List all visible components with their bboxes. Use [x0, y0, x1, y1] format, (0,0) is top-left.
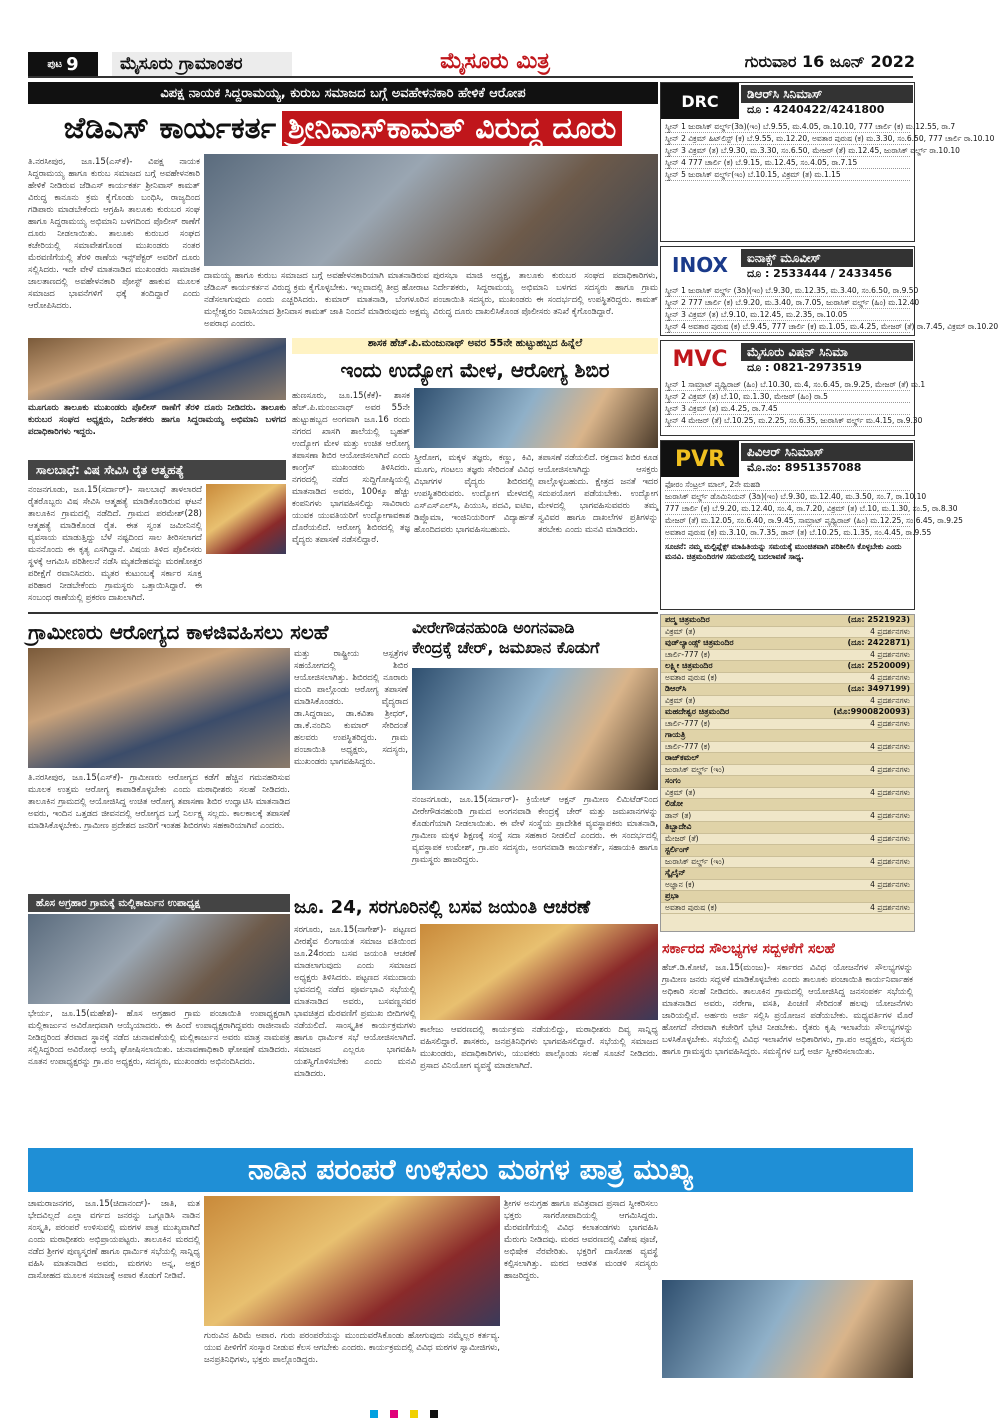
show-row: ಮೇಜರ್ (ತೆ) ಮ.12.05, ಸಂ.6.40, ರಾ.9.45, ಸಾಮ್ರಾಟ್ ಪೃಥ್ವಿರಾಜ್ (ಹಿಂ) ಮ.12.25, ಸಂ.6.45, ರಾ.9.25	[665, 516, 963, 525]
show-row: ಅವತಾರ ಪುರುಷ (ಕ) ಮ.3.10, ರಾ.7.35, ಡಾನ್ (ತ) ಬೆ.10.25, ಮ.1.35, ಸಂ.4.45, ರಾ.9.55	[665, 528, 932, 537]
show-listing-row	[661, 742, 914, 754]
inox-shows	[661, 285, 998, 333]
listing-name: ಪದ್ಮ ಚಿತ್ರಮಂದಿರ	[665, 615, 710, 624]
listing-name: ವಿಕ್ರಮ್ (ತ)	[665, 626, 696, 636]
theatre-name-row	[661, 615, 914, 627]
listing-name: ಅವತಾರ ಪುರುಷ (ಕ)	[665, 902, 717, 912]
mutt-body-2: ಗುರುವಿನ ಹಿರಿಮೆ ಅಪಾರ. ಗುರು ಪರಂಪರೆಯನ್ನು ಮುಂದುವರೆಸಿಕೊಂಡು ಹೋಗುವುದು ನಮ್ಮೆಲ್ಲರ ಕರ್ತವ್ಯ. ಯುವ ಪೀಳಿಗೆಗೆ ಸಂಸ್ಕಾರ ನೀಡುವ ಕೆಲಸ ಆಗಬೇಕು ಎಂದರು. ಕಾರ್ಯಕ್ರಮದಲ್ಲಿ ವಿವಿಧ ಮಠಗಳ ಸ್ವಾಮೀಜಿಗಳು, ಜನಪ್ರತಿನಿಧಿಗಳು, ಭಕ್ತರು ಪಾಲ್ಗೊಂಡಿದ್ದರು.	[204, 1331, 500, 1365]
listing-name: ಪ್ರಭಾ	[665, 891, 679, 900]
theatre-listings	[660, 614, 915, 932]
show-listing-row	[661, 627, 914, 639]
inox-logo: INOX	[672, 253, 728, 277]
listing-phone: (ಮೊ:9900820093)	[833, 707, 910, 716]
mvc-name: ಮೈಸೂರು ವಿಷನ್ ಸಿನಿಮಾ	[741, 343, 913, 361]
masthead-logo: ಮೈಸೂರು ಮಿತ್ರ	[440, 48, 550, 74]
section-title: ಮೈಸೂರು ಗ್ರಾಮಾಂತರ	[112, 52, 292, 76]
drc-shows	[661, 121, 995, 181]
jobfair-body-2: ಸ್ತ್ರೀರೋಗ, ಮಕ್ಕಳ ತಜ್ಞರು, ಕಣ್ಣು, ಕಿವಿ, ಮೂಗು, ಗಂಟಲು ತಜ್ಞರು ಸೇರಿದಂತೆ ವಿವಿಧ ವಿಭಾಗಗಳ ವೈದ್ಯರು ಶಿಬಿರದಲ್ಲಿ ಉಪಸ್ಥಿತರಿರುವರು. ಉದ್ಯೋಗ ಮೇಳದಲ್ಲಿ ಎಸ್‌ಎಸ್‌ಎಲ್‌ಸಿ, ಪಿಯುಸಿ, ಪದವಿ, ಐಟಿಐ, ಡಿಪ್ಲೊಮಾ, ಇಂಜಿನಿಯರಿಂಗ್ ವಿದ್ಯಾರ್ಹತೆ ಹೊಂದಿದವರು ಭಾಗವಹಿಸಬಹುದು.	[414, 453, 534, 535]
show-listing-row	[661, 650, 914, 662]
page-number-value: 9	[66, 53, 79, 75]
listing-shows: 4 ಪ್ರದರ್ಶನಗಳು	[870, 741, 910, 751]
cinema-mvc	[660, 340, 926, 436]
hostel-kicker: ಹೊಸ ಅಗ್ರಹಾರ ಗ್ರಾಮಕ್ಕೆ ಮಲ್ಲಿಕಾರ್ಜುನ ಉಪಾಧ್ಯಕ್ಷ	[28, 894, 290, 912]
listing-phone: (ದೂ: 2422871)	[847, 638, 910, 647]
theatre-name-row	[661, 822, 914, 834]
lead-photo-2-caption: ಮೂಗೂರು ತಾಲೂಕು ಮುಖಂಡರು ಪೊಲೀಸ್ ಠಾಣೆಗೆ ತೆರಳಿ ದೂರು ನೀಡಿದರು. ತಾಲೂಕು ಕುರುಬರ ಸಂಘದ ಅಧ್ಯಕ್ಷರು, ನಿರ್ದೇಶಕರು ಹಾಗೂ ಸಿದ್ದರಾಮಯ್ಯ ಅಭಿಮಾನಿ ಬಳಗದ ಪದಾಧಿಕಾರಿಗಳು ಇದ್ದರು.	[28, 403, 286, 437]
anganwadi-headline-2: ಕೇಂದ್ರಕ್ಕೆ ಚೇರ್, ಜಮಖಾನ ಕೊಡುಗೆ	[412, 638, 600, 657]
drc-logo: DRC	[661, 83, 739, 119]
listing-name: ವಿಕ್ರಮ್ (ತ)	[665, 695, 696, 705]
pvr-note: ಸೂಚನೆ: ನಮ್ಮ ಮಲ್ಟಿಪ್ಲೆಕ್ಸ್ ಮಾಹಿತಿಯನ್ನು ಸಮಯಕ್ಕೆ ಮುಂಚಿತವಾಗಿ ಪರಿಶೀಲಿಸಿ ಕೊಳ್ಳಬೇಕು ಎಂದು ಮನವಿ. ಚಿತ್ರಮಂದಿರಗಳ ಸಮಯದಲ್ಲಿ ಬದಲಾವಣೆ ಸಾಧ್ಯ.	[665, 542, 902, 561]
listing-name: ಲಿಡೋ	[665, 799, 683, 808]
hostel-photo	[28, 914, 290, 1004]
listing-shows: 4 ಪ್ರದರ್ಶನಗಳು	[870, 810, 910, 820]
listing-shows: 4 ಪ್ರದರ್ಶನಗಳು	[870, 833, 910, 843]
basava-body: ಸರಗೂರು, ಜೂ.15(ನಾಗೇಶ್)- ಪಟ್ಟಣದ ವೀರಶೈವ ಲಿಂಗಾಯತ ಸಮಾಜ ವತಿಯಿಂದ ಜೂ.24ರಂದು ಬಸವ ಜಯಂತಿ ಆಚರಣೆ ಮಾಡಲಾಗುವುದು ಎಂದು ಸಮಾಜದ ಅಧ್ಯಕ್ಷರು ತಿಳಿಸಿದರು. ಪಟ್ಟಣದ ಸಮುದಾಯ ಭವನದಲ್ಲಿ ನಡೆದ ಪೂರ್ವಭಾವಿ ಸಭೆಯಲ್ಲಿ ಮಾತನಾಡಿದ ಅವರು, ಬಸವಣ್ಣನವರ ಭಾವಚಿತ್ರದ ಮೆರವಣಿಗೆ ಪ್ರಮುಖ ಬೀದಿಗಳಲ್ಲಿ ನಡೆಯಲಿದೆ. ಸಾಂಸ್ಕೃತಿಕ ಕಾರ್ಯಕ್ರಮಗಳು ಹಾಗೂ ಧಾರ್ಮಿಕ ಸಭೆ ಆಯೋಜಿಸಲಾಗಿದೆ. ಸಮಾಜದ ಎಲ್ಲರೂ ಭಾಗವಹಿಸಿ ಯಶಸ್ವಿಗೊಳಿಸಬೇಕು ಎಂದು ಮನವಿ ಮಾಡಿದರು.	[294, 925, 416, 1079]
lead-kicker: ವಿಪಕ್ಷ ನಾಯಕ ಸಿದ್ದರಾಮಯ್ಯ, ಕುರುಬ ಸಮಾಜದ ಬಗ್ಗೆ ಅವಹೇಳನಕಾರಿ ಹೇಳಿಕೆ ಆರೋಪ	[28, 82, 658, 104]
lead-body: ತಿ.ನರಸೀಪುರ, ಜೂ.15(ಎಸ್‌ಕೆ)- ವಿಪಕ್ಷ ನಾಯಕ ಸಿದ್ದರಾಮಯ್ಯ ಹಾಗೂ ಕುರುಬ ಸಮಾಜದ ಬಗ್ಗೆ ಅವಹೇಳನಕಾರಿ ಹೇಳಿಕೆ ನೀಡಿರುವ ಜೆಡಿಎಸ್ ಕಾರ್ಯಕರ್ತ ಶ್ರೀನಿವಾಸ್ ಕಾಮತ್ ವಿರುದ್ಧ ಕಾನೂನು ಕ್ರಮ ಕೈಗೊಂಡು ಬಂಧಿಸಿ, ರಾಜ್ಯದಿಂದ ಗಡಿಪಾರು ಮಾಡಬೇಕೆಂದು ಆಗ್ರಹಿಸಿ ತಾಲೂಕು ಕುರುಬರ ಸಂಘ ಹಾಗೂ ಸಿದ್ದರಾಮಯ್ಯ ಅಭಿಮಾನಿ ಬಳಗದಿಂದ ಪೊಲೀಸ್ ಠಾಣೆಗೆ ದೂರು ನೀಡಲಾಯಿತು. ತಾಲೂಕು ಕುರುಬರ ಸಂಘದ ಕಚೇರಿಯಲ್ಲಿ ಸಮಾವೇಶಗೊಂಡ ಮುಖಂಡರು ನಂತರ ಮೆರವಣಿಗೆಯಲ್ಲಿ ತೆರಳಿ ಠಾಣೆಯ ಇನ್ಸ್‌ಪೆಕ್ಟರ್ ಅವರಿಗೆ ದೂರು ಸಲ್ಲಿಸಿದರು. ಇದೇ ವೇಳೆ ಮಾತನಾಡಿದ ಮುಖಂಡರು ಸಾಮಾಜಿಕ ಜಾಲತಾಣದಲ್ಲಿ ಅವಹೇಳನಕಾರಿ ಪೋಸ್ಟ್ ಹಾಕುವ ಮೂಲಕ ಸಮಾಜದ ಭಾವನೆಗಳಿಗೆ ಧಕ್ಕೆ ತಂದಿದ್ದಾರೆ ಎಂದು ಆರೋಪಿಸಿದರು.	[28, 157, 200, 311]
show-row: ಸ್ಕ್ರೀನ್ 2 ವಿಕ್ರಮ್ (ತ) ಬೆ.10, ಮ.1.30, ಮೇಜರ್ (ಹಿಂ) ರಾ.5	[665, 391, 910, 403]
listing-name: ಚಾರ್ಲಿ-777 (ಕ)	[665, 718, 711, 728]
listing-name: ವಿಕ್ರಮ್ (ತ)	[665, 787, 696, 797]
show-listing-row	[661, 696, 914, 708]
issue-date: ಗುರುವಾರ 16 ಜೂನ್ 2022	[744, 52, 915, 71]
farmer-headline: ಸಾಲಬಾಧೆ: ವಿಷ ಸೇವಿಸಿ ರೈತ ಆತ್ಮಹತ್ಯೆ	[28, 460, 286, 480]
show-row: 777 ಚಾರ್ಲಿ (ಕ) ಬೆ.9.20, ಮ.12.40, ಸಂ.4, ರಾ.7.20, ವಿಕ್ರಮ್ (ತ) ಬೆ.10, ಮ.1.30, ಸಂ.5, ರಾ.8.30	[665, 504, 958, 513]
mutt-headline: ನಾಡಿನ ಪರಂಪರೆ ಉಳಿಸಲು ಮಠಗಳ ಪಾತ್ರ ಮುಖ್ಯ	[28, 1148, 913, 1192]
show-row: ಸ್ಕ್ರೀನ್ 1 ಜುರಾಸಿಕ್ ವರ್ಲ್ಡ್(3ಡಿ)(ಇಂ) ಬೆ.9.55, ಮ.4.05, ರಾ.10.10, 777 ಚಾರ್ಲಿ (ಕ) ಮ.12.55, ರಾ.7	[665, 122, 956, 131]
mvc-logo: MVC	[672, 346, 728, 372]
health-body-2: ಮತ್ತು ರಾಷ್ಟ್ರೀಯ ಆಸ್ಪತ್ರೆಗಳ ಸಹಯೋಗದಲ್ಲಿ ಶಿಬಿರ ಆಯೋಜಿಸಲಾಗಿತ್ತು. ಶಿಬಿರದಲ್ಲಿ ನೂರಾರು ಮಂದಿ ಪಾಲ್ಗೊಂಡು ಆರೋಗ್ಯ ತಪಾಸಣೆ ಮಾಡಿಸಿಕೊಂಡರು. ವೈದ್ಯರಾದ ಡಾ.ಸಿದ್ದರಾಜು, ಡಾ.ಕವಿತಾ ಶ್ರೀಧರ್, ಡಾ.ಕೆ.ನಂದಿನಿ ಕುಮಾರ್ ಸೇರಿದಂತೆ ಹಲವರು ಉಪಸ್ಥಿತರಿದ್ದರು. ಗ್ರಾಮ ಪಂಚಾಯಿತಿ ಅಧ್ಯಕ್ಷರು, ಸದಸ್ಯರು, ಮುಖಂಡರು ಭಾಗವಹಿಸಿದ್ದರು.	[294, 649, 408, 767]
show-row: ಸ್ಕ್ರೀನ್ 4 ಅವತಾರ ಪುರುಷ (ಕ) ಬೆ.9.45, 777 ಚಾರ್ಲಿ (ಕ) ಮ.1.05, ಮ.4.25, ಮೇಜರ್ (ತೆ) ರಾ.7.45, ವಿಕ್ರಮ್ ರಾ.10.20	[665, 322, 998, 331]
listing-shows: 4 ಪ್ರದರ್ಶನಗಳು	[870, 695, 910, 705]
pvr-phone: ಮೊ.ನಂ: 8951357088	[747, 461, 862, 474]
divider	[28, 612, 658, 614]
lead-photo	[204, 154, 658, 266]
farmer-photo	[206, 484, 286, 554]
theatre-name-row	[661, 868, 914, 880]
listing-name: ಜುರಾಸಿಕ್ ವರ್ಲ್ಡ್ (ಇಂ)	[665, 856, 725, 866]
cinema-drc	[660, 82, 995, 242]
mutt-body-3: ಶ್ರೀಗಳ ಅನುಗ್ರಹ ಹಾಗೂ ಪವಿತ್ರವಾದ ಪ್ರಸಾದ ಸ್ವೀಕರಿಸಲು ಭಕ್ತರು ಸಾಗರೋಪಾದಿಯಲ್ಲಿ ಆಗಮಿಸಿದ್ದರು. ಮೆರವಣಿಗೆಯಲ್ಲಿ ವಿವಿಧ ಕಲಾತಂಡಗಳು ಭಾಗವಹಿಸಿ ಮೆರುಗು ನೀಡಿದವು. ಮಠದ ಆವರಣದಲ್ಲಿ ವಿಶೇಷ ಪೂಜೆ, ಅಭಿಷೇಕ ನೆರವೇರಿತು. ಭಕ್ತರಿಗೆ ದಾಸೋಹ ವ್ಯವಸ್ಥೆ ಕಲ್ಪಿಸಲಾಗಿತ್ತು. ಮಠದ ಆಡಳಿತ ಮಂಡಳಿ ಸದಸ್ಯರು ಹಾಜರಿದ್ದರು.	[504, 1199, 658, 1281]
lead-body-3: ಪುರಸಭಾ ಮಾಜಿ ಅಧ್ಯಕ್ಷ, ತಾಲೂಕು ಕುರುಬರ ಸಂಘದ ಪದಾಧಿಕಾರಿಗಳು, ನಿರ್ದೇಶಕರು, ಸಿದ್ದರಾಮಯ್ಯ ಅಭಿಮಾನಿ ಬಳಗದ ಸದಸ್ಯರು ಹಾಗೂ ಗ್ರಾಮ ಪಂಚಾಯಿತಿ ಸದಸ್ಯರು, ಮುಖಂಡರು ಈ ಸಂದರ್ಭದಲ್ಲಿ ಉಪಸ್ಥಿತರಿದ್ದರು. ಕಾಮತ್ ವಿರುದ್ಧ ದೂರು ದಾಖಲಿಸಿಕೊಂಡ ಪೊಲೀಸರು ತನಿಖೆ ಕೈಗೊಂಡಿದ್ದಾರೆ.	[433, 271, 658, 317]
registration-mark	[410, 1410, 418, 1418]
show-listing-row	[661, 719, 914, 731]
show-row: ಸ್ಕ್ರೀನ್ 4 777 ಚಾರ್ಲಿ (ಕ) ಬೆ.9.15, ಮ.12.45, ಸಂ.4.05, ರಾ.7.15	[665, 157, 910, 169]
listing-shows: 4 ಪ್ರದರ್ಶನಗಳು	[870, 787, 910, 797]
show-listing-row	[661, 834, 914, 846]
anganwadi-body: ನಂಜನಗೂಡು, ಜೂ.15(ಸರ್ದಾರ್)- ಕ್ರಿಯೇಟ್ ಆಕ್ಷನ್ ಗ್ರಾಮೀಣ ಲಿಮಿಟೆಡ್‌ನಿಂದ ವೀರೇಗೌಡನಹುಂಡಿ ಗ್ರಾಮದ ಅಂಗನವಾಡಿ ಕೇಂದ್ರಕ್ಕೆ ಚೇರ್ ಮತ್ತು ಜಮಖಾನಗಳನ್ನು ಕೊಡುಗೆಯಾಗಿ ನೀಡಲಾಯಿತು. ಈ ವೇಳೆ ಸಂಸ್ಥೆಯ ಪ್ರಾದೇಶಿಕ ವ್ಯವಸ್ಥಾಪಕರು ಮಾತನಾಡಿ, ಗ್ರಾಮೀಣ ಮಕ್ಕಳ ಶಿಕ್ಷಣಕ್ಕೆ ಸಂಸ್ಥೆ ಸದಾ ಸಹಕಾರ ನೀಡಲಿದೆ ಎಂದರು. ಈ ಸಂದರ್ಭದಲ್ಲಿ ವ್ಯವಸ್ಥಾಪಕ ಉಮೇಶ್, ಗ್ರಾ.ಪಂ ಸದಸ್ಯರು, ಅಂಗನವಾಡಿ ಕಾರ್ಯಕರ್ತೆ, ಸಹಾಯಕಿ ಹಾಗೂ ಗ್ರಾಮಸ್ಥರು ಹಾಜರಿದ್ದರು.	[412, 795, 658, 865]
listing-phone: (ದೂ: 3497199)	[847, 684, 910, 693]
listing-name: ಡಿಆರ್‌ಸಿ	[665, 684, 687, 693]
listing-name: ಡಾನ್ (ತ)	[665, 810, 692, 820]
show-row: ಜುರಾಸಿಕ್ ವರ್ಲ್ಡ್ ಡೊಮಿನಿಯನ್ (3ಡಿ)(ಇಂ) ಬೆ.9.30, ಮ.12.40, ಮ.3.50, ಸಂ.7, ರಾ.10.10	[665, 492, 927, 501]
show-listing-row	[661, 857, 914, 869]
show-listing-row	[661, 811, 914, 823]
jobfair-headline: ಇಂದು ಉದ್ಯೋಗ ಮೇಳ, ಆರೋಗ್ಯ ಶಿಬಿರ	[340, 358, 610, 382]
registration-mark	[430, 1410, 438, 1418]
jobfair-body: ಹುಣಸೂರು, ಜೂ.15(ಕೆಕೆ)- ಶಾಸಕ ಹೆಚ್.ಪಿ.ಮಂಜುನಾಥ್ ಅವರ 55ನೇ ಹುಟ್ಟುಹಬ್ಬದ ಅಂಗವಾಗಿ ಜೂ.16 ರಂದು ನಗರದ ಖಾಸಗಿ ಶಾಲೆಯಲ್ಲಿ ಬೃಹತ್ ಉದ್ಯೋಗ ಮೇಳ ಮತ್ತು ಉಚಿತ ಆರೋಗ್ಯ ತಪಾಸಣಾ ಶಿಬಿರ ಆಯೋಜಿಸಲಾಗಿದೆ ಎಂದು ಕಾಂಗ್ರೆಸ್ ಮುಖಂಡರು ತಿಳಿಸಿದರು. ನಗರದಲ್ಲಿ ನಡೆದ ಸುದ್ದಿಗೋಷ್ಠಿಯಲ್ಲಿ ಮಾತನಾಡಿದ ಅವರು, 100ಕ್ಕೂ ಹೆಚ್ಚು ಕಂಪನಿಗಳು ಭಾಗವಹಿಸಲಿದ್ದು ಸಾವಿರಾರು ಯುವಕ ಯುವತಿಯರಿಗೆ ಉದ್ಯೋಗಾವಕಾಶ ದೊರೆಯಲಿದೆ. ಆರೋಗ್ಯ ಶಿಬಿರದಲ್ಲಿ ತಜ್ಞ ವೈದ್ಯರು ತಪಾಸಣೆ ನಡೆಸಲಿದ್ದಾರೆ.	[292, 391, 410, 545]
listing-shows: 4 ಪ್ರದರ್ಶನಗಳು	[870, 902, 910, 912]
hostel-body: ಭೇರ್ಯ, ಜೂ.15(ಮಹೇಶ)- ಹೊಸ ಅಗ್ರಹಾರ ಗ್ರಾಮ ಪಂಚಾಯಿತಿ ಉಪಾಧ್ಯಕ್ಷರಾಗಿ ಮಲ್ಲಿಕಾರ್ಜುನ ಅವಿರೋಧವಾಗಿ ಆಯ್ಕೆಯಾದರು. ಈ ಹಿಂದೆ ಉಪಾಧ್ಯಕ್ಷರಾಗಿದ್ದವರು ರಾಜೀನಾಮೆ ನೀಡಿದ್ದರಿಂದ ತೆರವಾದ ಸ್ಥಾನಕ್ಕೆ ನಡೆದ ಚುನಾವಣೆಯಲ್ಲಿ ಮಲ್ಲಿಕಾರ್ಜುನ ಅವರು ಮಾತ್ರ ನಾಮಪತ್ರ ಸಲ್ಲಿಸಿದ್ದರಿಂದ ಅವಿರೋಧ ಆಯ್ಕೆ ಘೋಷಿಸಲಾಯಿತು. ಚುನಾವಣಾಧಿಕಾರಿ ಘೋಷಣೆ ಮಾಡಿದರು. ನೂತನ ಉಪಾಧ್ಯಕ್ಷರನ್ನು ಗ್ರಾ.ಪಂ ಅಧ್ಯಕ್ಷರು, ಸದಸ್ಯರು, ಮುಖಂಡರು ಅಭಿನಂದಿಸಿದರು.	[28, 1009, 290, 1067]
listing-name: ಗಾಯತ್ರಿ	[665, 730, 686, 739]
lead-photo-2	[28, 338, 286, 400]
listing-shows: 4 ಪ್ರದರ್ಶನಗಳು	[870, 856, 910, 866]
lead-headline-b: ಶ್ರೀನಿವಾಸ್‌ಕಾಮತ್ ವಿರುದ್ಧ ದೂರು	[282, 111, 622, 146]
farmer-body: ನಂಜನಗೂಡು, ಜೂ.15(ಸರ್ದಾರ್)- ಸಾಲಬಾಧೆ ತಾಳಲಾರದೆ ರೈತರೊಬ್ಬರು ವಿಷ ಸೇವಿಸಿ ಆತ್ಮಹತ್ಯೆ ಮಾಡಿಕೊಂಡಿರುವ ಘಟನೆ ತಾಲೂಕಿನ ಗ್ರಾಮದಲ್ಲಿ ನಡೆದಿದೆ. ಗ್ರಾಮದ ಪರಮೇಶ್(28) ಆತ್ಮಹತ್ಯೆ ಮಾಡಿಕೊಂಡ ರೈತ. ಈತ ಸ್ವಂತ ಜಮೀನಿನಲ್ಲಿ ವ್ಯವಸಾಯ ಮಾಡುತ್ತಿದ್ದು ಬೆಳೆ ನಷ್ಟದಿಂದ ಸಾಲ ತೀರಿಸಲಾಗದೆ ಮನನೊಂದು ಈ ಕೃತ್ಯ ಎಸಗಿದ್ದಾನೆ. ವಿಷಯ ತಿಳಿದ ಪೊಲೀಸರು ಸ್ಥಳಕ್ಕೆ ಆಗಮಿಸಿ ಪರಿಶೀಲನೆ ನಡೆಸಿ ಮೃತದೇಹವನ್ನು ಮರಣೋತ್ತರ ಪರೀಕ್ಷೆಗೆ ರವಾನಿಸಿದರು. ಮೃತರ ಕುಟುಂಬಕ್ಕೆ ಸರ್ಕಾರ ಸೂಕ್ತ ಪರಿಹಾರ ನೀಡಬೇಕೆಂದು ಗ್ರಾಮಸ್ಥರು ಒತ್ತಾಯಿಸಿದ್ದಾರೆ. ಈ ಸಂಬಂಧ ಠಾಣೆಯಲ್ಲಿ ಪ್ರಕರಣ ದಾಖಲಾಗಿದೆ.	[28, 485, 202, 603]
listing-name: ತಿಬ್ಬಾದೇವಿ	[665, 822, 692, 831]
theatre-name-row	[661, 684, 914, 696]
listing-shows: 4 ಪ್ರದರ್ಶನಗಳು	[870, 672, 910, 682]
show-row: ಸ್ಕ್ರೀನ್ 2 777 ಚಾರ್ಲಿ (ಕ) ಬೆ.9.20, ಮ.3.40, ರಾ.7.05, ಜುರಾಸಿಕ್ ವರ್ಲ್ಡ್ (ಹಿಂ) ಮ.12.40	[665, 298, 920, 307]
theatre-name-row	[661, 799, 914, 811]
listing-shows: 4 ಪ್ರದರ್ಶನಗಳು	[870, 764, 910, 774]
listing-shows: 4 ಪ್ರದರ್ಶನಗಳು	[870, 718, 910, 728]
govt-body: ಹೆಚ್.ಡಿ.ಕೋಟೆ, ಜೂ.15(ಮಂಜು)- ಸರ್ಕಾರದ ವಿವಿಧ ಯೋಜನೆಗಳ ಸೌಲಭ್ಯಗಳನ್ನು ಗ್ರಾಮೀಣ ಜನರು ಸದ್ಬಳಕೆ ಮಾಡಿಕೊಳ್ಳಬೇಕು ಎಂದು ತಾಲೂಕು ಪಂಚಾಯಿತಿ ಕಾರ್ಯನಿರ್ವಾಹಕ ಅಧಿಕಾರಿ ಸಲಹೆ ನೀಡಿದರು. ತಾಲೂಕಿನ ಗ್ರಾಮದಲ್ಲಿ ಆಯೋಜಿಸಿದ್ದ ಜನಸಂಪರ್ಕ ಸಭೆಯಲ್ಲಿ ಮಾತನಾಡಿದ ಅವರು, ನರೇಗಾ, ವಸತಿ, ಪಿಂಚಣಿ ಸೇರಿದಂತೆ ಹಲವು ಯೋಜನೆಗಳು ಜಾರಿಯಲ್ಲಿವೆ. ಅರ್ಹರು ಅರ್ಜಿ ಸಲ್ಲಿಸಿ ಪ್ರಯೋಜನ ಪಡೆಯಬೇಕು. ಮಧ್ಯವರ್ತಿಗಳ ಮೊರೆ ಹೋಗದೆ ನೇರವಾಗಿ ಕಚೇರಿಗೆ ಭೇಟಿ ನೀಡಬೇಕು. ರೈತರು ಕೃಷಿ ಇಲಾಖೆಯ ಸೌಲಭ್ಯಗಳನ್ನು ಬಳಸಿಕೊಳ್ಳಬೇಕು. ಸಭೆಯಲ್ಲಿ ವಿವಿಧ ಇಲಾಖೆಗಳ ಅಧಿಕಾರಿಗಳು, ಗ್ರಾ.ಪಂ ಅಧ್ಯಕ್ಷರು, ಸದಸ್ಯರು ಹಾಗೂ ಗ್ರಾಮಸ್ಥರು ಭಾಗವಹಿಸಿದ್ದರು. ಸಮಸ್ಯೆಗಳ ಬಗ್ಗೆ ಅರ್ಜಿ ಸ್ವೀಕರಿಸಲಾಯಿತು.	[662, 963, 913, 1057]
theatre-name-row	[661, 845, 914, 857]
cinema-inox	[660, 246, 998, 336]
listing-name: ವುಡ್‌ಲ್ಯಾಂಡ್ಸ್ ಚಿತ್ರಮಂದಿರ	[665, 638, 734, 647]
theatre-name-row	[661, 707, 914, 719]
lead-body-2: ದಾಮಯ್ಯ ಹಾಗೂ ಕುರುಬ ಸಮಾಜದ ಬಗ್ಗೆ ಅವಹೇಳನಕಾರಿಯಾಗಿ ಮಾತನಾಡಿರುವ ಜೆಡಿಎಸ್ ಕಾರ್ಯಕರ್ತನ ವಿರುದ್ಧ ಕ್ರಮ ಕೈಗೊಳ್ಳಬೇಕು. ಇಲ್ಲವಾದಲ್ಲಿ ತೀವ್ರ ಹೋರಾಟ ನಡೆಸಲಾಗುವುದು ಎಂದು ಎಚ್ಚರಿಸಿದರು. ಕುಮಾರ್ ಮಾತನಾಡಿ, ಬೆಂಗಳೂರಿನ ಮಲ್ಲೇಶ್ವರಂ ನಿವಾಸಿಯಾದ ಶ್ರೀನಿವಾಸ ಕಾಮತ್ ಜಾತಿ ನಿಂದನೆ ಮಾಡಿರುವುದು ಅಕ್ಷಮ್ಯ ಅಪರಾಧ ಎಂದರು.	[204, 271, 429, 329]
govt-headline: ಸರ್ಕಾರದ ಸೌಲಭ್ಯಗಳ ಸದ್ಬಳಕೆಗೆ ಸಲಹೆ	[662, 941, 835, 957]
show-row: ಸ್ಕ್ರೀನ್ 5 ಜುರಾಸಿಕ್ ವರ್ಲ್ಡ್(ಇಂ) ಬೆ.10.15, ವಿಕ್ರಮ್ (ತ) ಮ.1.15	[665, 169, 910, 181]
page-label: ಪುಟ	[47, 58, 63, 70]
theatre-name-row	[661, 891, 914, 903]
drc-name: ಡಿಆರ್‌ಸಿ ಸಿನಿಮಾಸ್	[741, 85, 913, 103]
mvc-phone: ದೂ : 0821-2973519	[747, 361, 862, 374]
listing-phone: (ದೂ: 2521923)	[847, 615, 910, 624]
listing-name: ರಾಜ್‌ಕಮಲ್	[665, 753, 700, 762]
anganwadi-headline	[412, 618, 658, 666]
show-row: ಸ್ಕ್ರೀನ್ 1 ಜುರಾಸಿಕ್ ವರ್ಲ್ಡ್ (3ಡಿ)(ಇಂ) ಬೆ.9.30, ಮ.12.35, ಮ.3.40, ಸಂ.6.50, ರಾ.9.50	[665, 286, 919, 295]
listing-shows: 4 ಪ್ರದರ್ಶನಗಳು	[870, 649, 910, 659]
page-number	[28, 52, 98, 76]
jobfair-photo	[414, 388, 658, 448]
mutt-body: ಚಾಮರಾಜನಗರ, ಜೂ.15(ಚಿದಾನಂದ್)- ಜಾತಿ, ಮತ ಭೇದವಿಲ್ಲದೆ ಎಲ್ಲಾ ವರ್ಗದ ಜನರನ್ನು ಒಗ್ಗೂಡಿಸಿ ನಾಡಿನ ಸಂಸ್ಕೃತಿ, ಪರಂಪರೆ ಉಳಿಸುವಲ್ಲಿ ಮಠಗಳ ಪಾತ್ರ ಮುಖ್ಯವಾಗಿದೆ ಎಂದು ಮಠಾಧೀಶರು ಅಭಿಪ್ರಾಯಪಟ್ಟರು. ತಾಲೂಕಿನ ಮಠದಲ್ಲಿ ನಡೆದ ಶ್ರೀಗಳ ಪುಣ್ಯಸ್ಮರಣೆ ಹಾಗೂ ಧಾರ್ಮಿಕ ಸಭೆಯಲ್ಲಿ ಸಾನ್ನಿಧ್ಯ ವಹಿಸಿ ಮಾತನಾಡಿದ ಅವರು, ಮಠಗಳು ಅನ್ನ, ಅಕ್ಷರ ದಾಸೋಹದ ಮೂಲಕ ಸಮಾಜಕ್ಕೆ ಅಪಾರ ಕೊಡುಗೆ ನೀಡಿವೆ.	[28, 1199, 200, 1281]
pvr-name: ಪಿವಿಆರ್ ಸಿನಿಮಾಸ್	[741, 443, 913, 461]
cinema-pvr	[660, 440, 963, 610]
listing-name: ಸ್ಕೈಲೈನ್	[665, 868, 686, 877]
listing-rows	[661, 615, 914, 914]
theatre-name-row	[661, 638, 914, 650]
registration-mark	[390, 1410, 398, 1418]
inox-phone: ದೂ : 2533444 / 2433456	[747, 267, 893, 280]
health-headline: ಗ್ರಾಮೀಣರು ಆರೋಗ್ಯದ ಕಾಳಜಿವಹಿಸಲು ಸಲಹೆ	[28, 620, 329, 644]
basava-photo	[420, 924, 658, 1020]
listing-name: ಮಹದೇಶ್ವರ ಚಿತ್ರಮಂದಿರ	[665, 707, 730, 716]
anganwadi-photo	[412, 668, 658, 790]
drc-phone: ದೂ : 4240422/4241800	[747, 103, 885, 116]
theatre-name-row	[661, 776, 914, 788]
mutt-photo	[204, 1196, 500, 1326]
registration-mark	[370, 1410, 378, 1418]
listing-name: ಜುರಾಸಿಕ್ ವರ್ಲ್ಡ್ (ಇಂ)	[665, 764, 725, 774]
show-row: ಸ್ಕ್ರೀನ್ 3 ವಿಕ್ರಮ್ (ತ) ಬೆ.9.10, ಮ.12.45, ಮ.2.35, ರಾ.10.05	[665, 309, 910, 321]
listing-name: ಸಂಗಂ	[665, 776, 681, 785]
health-photo	[28, 648, 290, 768]
listing-shows: 4 ಪ್ರದರ್ಶನಗಳು	[870, 626, 910, 636]
theatre-name-row	[661, 661, 914, 673]
listing-name: ಚಾರ್ಲಿ-777 (ಕ)	[665, 741, 711, 751]
govt-photo	[662, 1280, 913, 1378]
basava-headline: ಜೂ. 24, ಸರಗೂರಿನಲ್ಲಿ ಬಸವ ಜಯಂತಿ ಆಚರಣೆ	[294, 894, 658, 920]
theatre-name-row	[661, 730, 914, 742]
theatre-name-row	[661, 753, 914, 765]
listing-name: ಸ್ಟರ್ಲಿಂಗ್	[665, 845, 690, 854]
pvr-logo: PVR	[661, 441, 739, 477]
listing-name: ಲಕ್ಷ್ಮೀ ಚಿತ್ರಮಂದಿರ	[665, 661, 713, 670]
health-body: ತಿ.ನರಸೀಪುರ, ಜೂ.15(ಎಸ್‌ಕೆ)- ಗ್ರಾಮೀಣರು ಆರೋಗ್ಯದ ಕಡೆಗೆ ಹೆಚ್ಚಿನ ಗಮನಹರಿಸುವ ಮೂಲಕ ಉತ್ತಮ ಆರೋಗ್ಯ ಕಾಪಾಡಿಕೊಳ್ಳಬೇಕು ಎಂದು ಮಠಾಧೀಶರು ಸಲಹೆ ನೀಡಿದರು. ತಾಲೂಕಿನ ಗ್ರಾಮದಲ್ಲಿ ಆಯೋಜಿಸಿದ್ದ ಉಚಿತ ಆರೋಗ್ಯ ತಪಾಸಣಾ ಶಿಬಿರ ಉದ್ಘಾಟಿಸಿ ಮಾತನಾಡಿದ ಅವರು, ಇಂದಿನ ಒತ್ತಡದ ಜೀವನದಲ್ಲಿ ಆರೋಗ್ಯದ ಬಗ್ಗೆ ನಿರ್ಲಕ್ಷ್ಯ ಸಲ್ಲದು. ಕಾಲಕಾಲಕ್ಕೆ ತಪಾಸಣೆ ಮಾಡಿಸಿಕೊಳ್ಳಬೇಕು. ಗ್ರಾಮೀಣ ಪ್ರದೇಶದ ಜನರಿಗೆ ಇಂತಹ ಶಿಬಿರಗಳು ಸಹಕಾರಿಯಾಗಿವೆ ಎಂದರು.	[28, 773, 290, 831]
show-listing-row	[661, 765, 914, 777]
listing-shows: 4 ಪ್ರದರ್ಶನಗಳು	[870, 879, 910, 889]
jobfair-body-3: ತಪಾಸಣೆ ನಡೆಯಲಿದೆ. ರಕ್ತದಾನ ಶಿಬಿರ ಕೂಡ ಆಯೋಜಿಸಲಾಗಿದ್ದು ಆಸಕ್ತರು ಪಾಲ್ಗೊಳ್ಳಬಹುದು. ಕ್ಷೇತ್ರದ ಜನತೆ ಇದರ ಸದುಪಯೋಗ ಪಡೆಯಬೇಕು. ಉದ್ಯೋಗ ಮೇಳದಲ್ಲಿ ಭಾಗವಹಿಸುವವರು ತಮ್ಮ ಸ್ವವಿವರ ಹಾಗೂ ದಾಖಲೆಗಳ ಪ್ರತಿಗಳನ್ನು ತರಬೇಕು ಎಂದು ಮನವಿ ಮಾಡಿದರು.	[538, 453, 658, 535]
listing-name: ಅಜ್ಞಾನ (ಕ)	[665, 879, 695, 889]
inox-name: ಐನಾಕ್ಸ್ ಮೂವೀಸ್	[741, 249, 913, 267]
basava-body-2: ಕಾಲೇಜು ಆವರಣದಲ್ಲಿ ಕಾರ್ಯಕ್ರಮ ನಡೆಯಲಿದ್ದು, ಮಠಾಧೀಶರು ದಿವ್ಯ ಸಾನ್ನಿಧ್ಯ ವಹಿಸಲಿದ್ದಾರೆ. ಶಾಸಕರು, ಜನಪ್ರತಿನಿಧಿಗಳು ಭಾಗವಹಿಸಲಿದ್ದಾರೆ. ಸಭೆಯಲ್ಲಿ ಸಮಾಜದ ಮುಖಂಡರು, ಪದಾಧಿಕಾರಿಗಳು, ಯುವಕರು ಪಾಲ್ಗೊಂಡು ಸಲಹೆ ಸೂಚನೆ ನೀಡಿದರು. ಪ್ರಸಾದ ವಿನಿಯೋಗ ವ್ಯವಸ್ಥೆ ಮಾಡಲಾಗಿದೆ.	[420, 1025, 658, 1071]
listing-name: ಚಾರ್ಲಿ-777 (ಕ)	[665, 649, 711, 659]
lead-headline-a: ಜೆಡಿಎಸ್ ಕಾರ್ಯಕರ್ತ	[63, 110, 277, 146]
show-row: ಸ್ಕ್ರೀನ್ 3 ವಿಕ್ರಮ್ (ತ) ಬೆ.9.30, ಮ.3.30, ಸಂ.6.50, ಮೇಜರ್ (ತೆ) ಮ.12.45, ಜುರಾಸಿಕ್ ವರ್ಲ್ಡ್ ರಾ.10.10	[665, 146, 960, 155]
show-row: ಸ್ಕ್ರೀನ್ 1 ಸಾಮ್ರಾಟ್ ಪೃಥ್ವಿರಾಜ್ (ಹಿಂ) ಬೆ.10.30, ಮ.4, ಸಂ.6.45, ರಾ.9.25, ಮೇಜರ್ (ತೆ) ಮ.1	[665, 380, 926, 389]
show-listing-row	[661, 880, 914, 892]
jobfair-kicker: ಶಾಸಕ ಹೆಚ್.ಪಿ.ಮಂಜುನಾಥ್ ಅವರ 55ನೇ ಹುಟ್ಟುಹಬ್ಬದ ಹಿನ್ನೆಲೆ	[292, 338, 658, 354]
show-listing-row	[661, 903, 914, 915]
pvr-address: ಫೋರಂ ಸೆಂಟ್ರಲ್ ಮಾಲ್, 2ನೇ ಮಹಡಿ	[665, 479, 910, 491]
lead-headline	[28, 106, 658, 150]
listing-phone: (ದೂ: 2520009)	[847, 661, 910, 670]
mvc-shows	[661, 379, 926, 427]
anganwadi-headline-1: ವೀರೇಗೌಡನಹುಂಡಿ ಅಂಗನವಾಡಿ	[412, 618, 575, 637]
show-row: ಸ್ಕ್ರೀನ್ 3 ವಿಕ್ರಮ್ (ತ) ಮ.4.25, ರಾ.7.45	[665, 403, 910, 415]
show-row: ಸ್ಕ್ರೀನ್ 4 ಮೇಜರ್ (ತೆ) ಬೆ.10.25, ಮ.2.25, ಸಂ.6.35, ಜುರಾಸಿಕ್ ವರ್ಲ್ಡ್ ಮ.4.15, ರಾ.9.30	[665, 416, 923, 425]
show-listing-row	[661, 673, 914, 685]
listing-name: ಅವತಾರ ಪುರುಷ (ಕ)	[665, 672, 717, 682]
listing-name: ಮೇಜರ್ (ತೆ)	[665, 833, 699, 843]
pvr-shows	[661, 479, 963, 562]
show-row: ಸ್ಕ್ರೀನ್ 2 ವಿಕ್ರಮ್ ಹಿಟ್‌ಲಿಸ್ಟ್ (ಕ) ಬೆ.9.55, ಮ.12.20, ಅವತಾರ ಪುರುಷ (ಕ) ಮ.3.30, ಸಂ.6.50, 777 ಚಾರ್ಲಿ ರಾ.10.10	[665, 134, 995, 143]
show-listing-row	[661, 788, 914, 800]
